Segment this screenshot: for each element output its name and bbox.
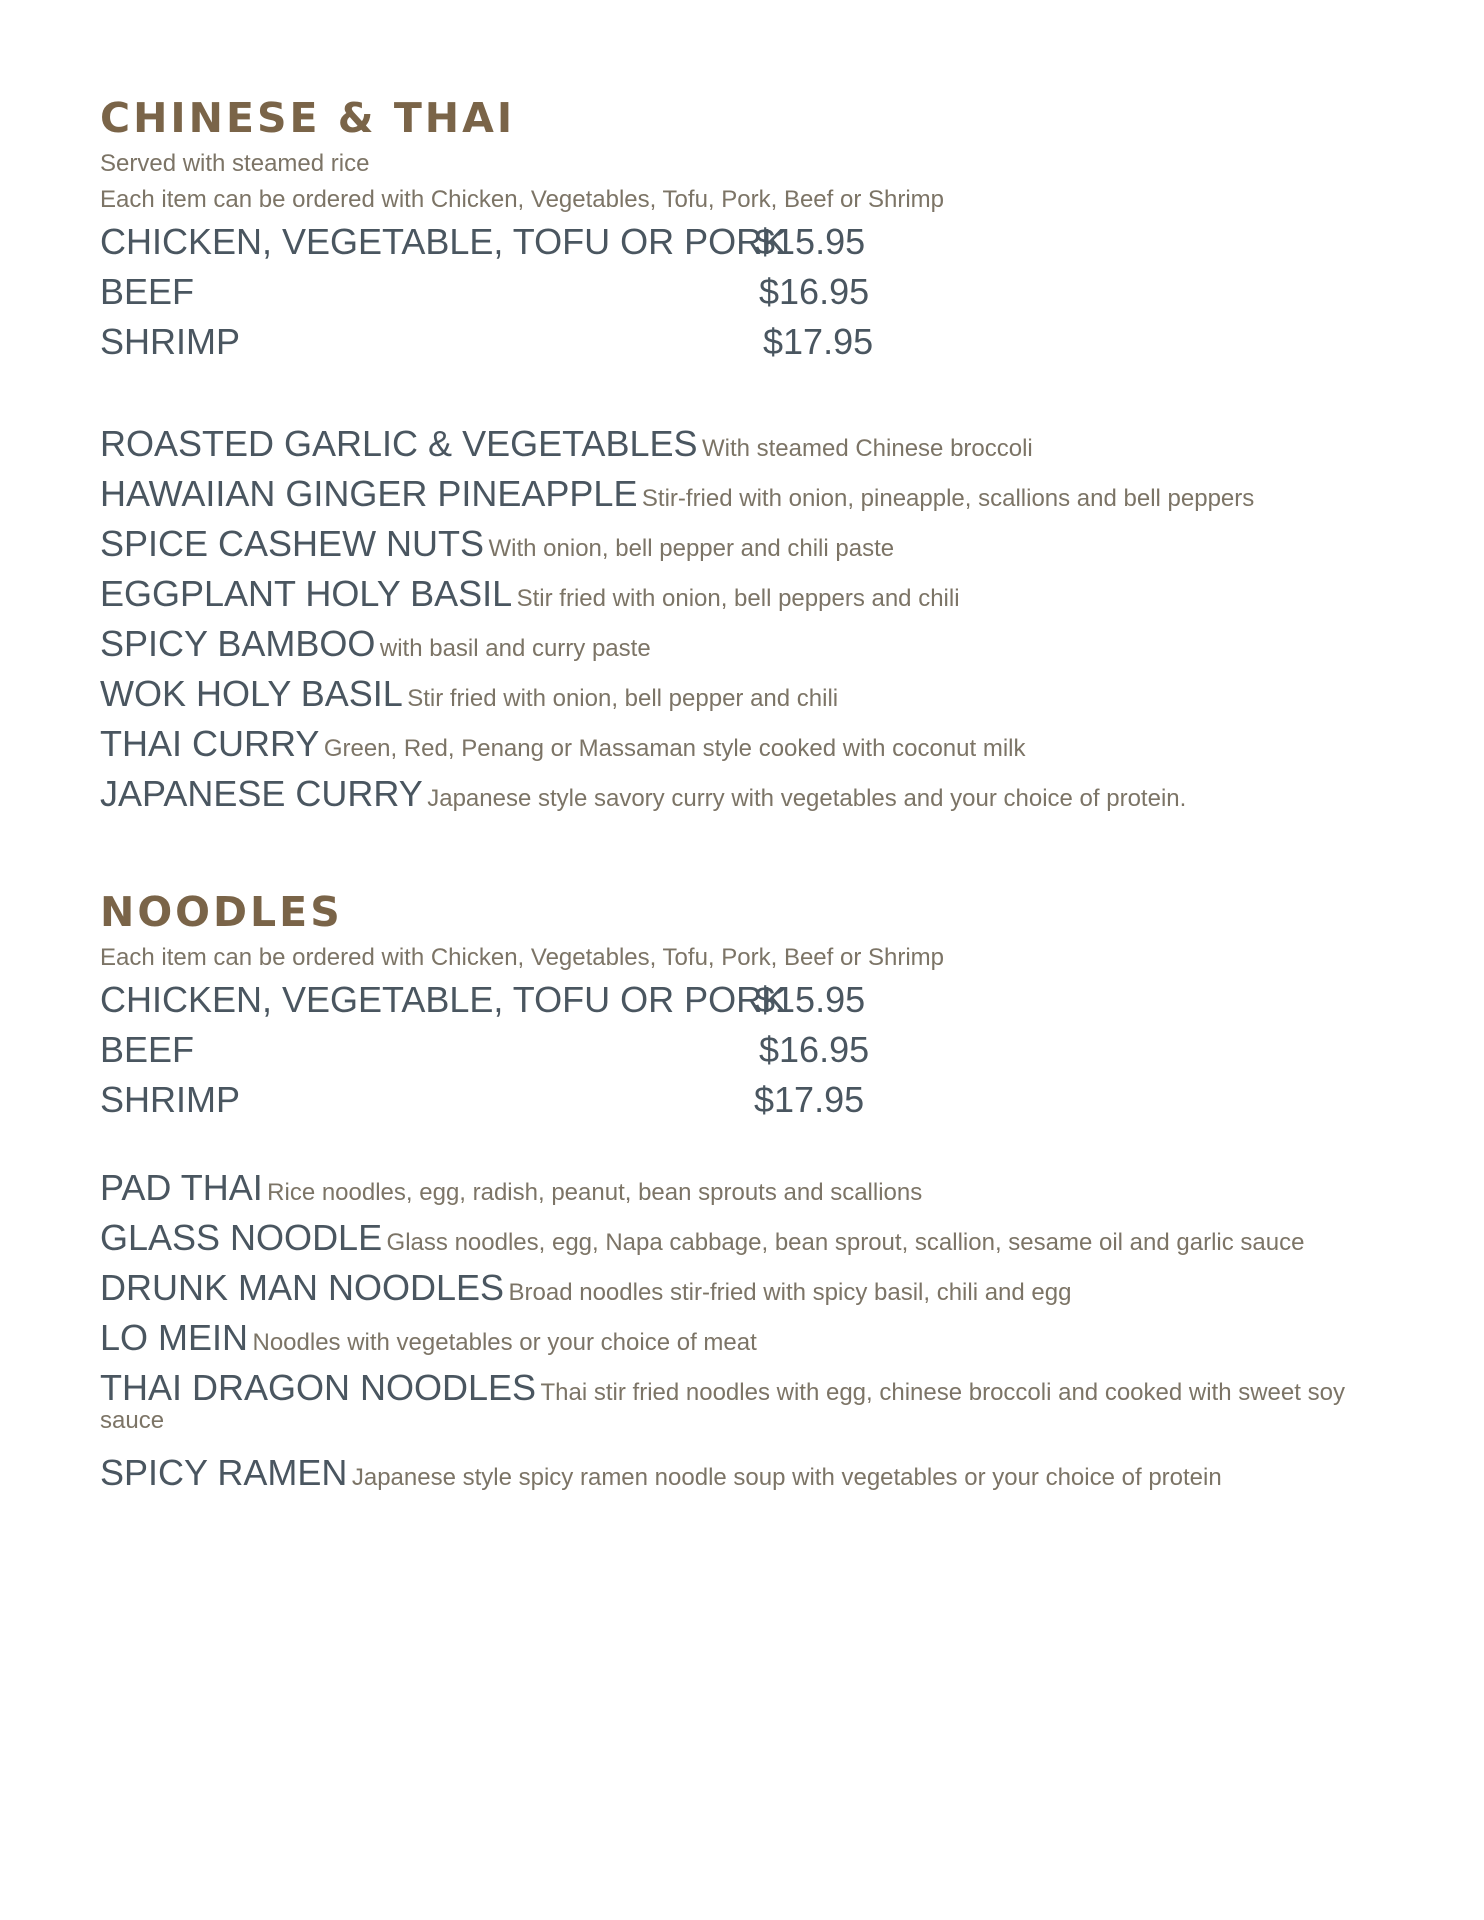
section-title-noodles: NOODLES <box>100 888 343 936</box>
item-name: LO MEIN <box>100 1317 249 1358</box>
price-row-beef <box>100 1029 900 1078</box>
price-row-beef <box>100 271 900 320</box>
item-description: Thai stir fried noodles with egg, chinese broccoli and cooked with sweet soy sauce <box>100 1379 1345 1435</box>
price-label: BEEF <box>100 271 195 312</box>
price-row-shrimp <box>100 1079 900 1128</box>
item-name: SPICY RAMEN <box>100 1452 348 1493</box>
price-label: SHRIMP <box>100 1079 241 1120</box>
item-description: with basil and curry paste <box>379 635 651 662</box>
note-protein-options: Each item can be ordered with Chicken, Vegetables, Tofu, Pork, Beef or Shrimp <box>100 186 945 213</box>
item-description: With steamed Chinese broccoli <box>701 435 1033 462</box>
item-name: SPICY BAMBOO <box>100 623 376 664</box>
menu-item-thai-dragon-noodles <box>100 1368 1360 1435</box>
item-name: GLASS NOODLE <box>100 1217 383 1258</box>
menu-item-wok-holy-basil <box>100 674 1400 714</box>
menu-item-japanese-curry <box>100 774 1400 814</box>
item-name: SPICE CASHEW NUTS <box>100 523 485 564</box>
price-row-chicken-veg-tofu-pork <box>100 979 900 1028</box>
price-value: $16.95 <box>759 271 870 312</box>
price-label: BEEF <box>100 1029 195 1070</box>
item-description: Japanese style savory curry with vegetables and your choice of protein. <box>427 785 1187 812</box>
price-value: $15.95 <box>755 221 866 262</box>
menu-item-glass-noodle <box>100 1218 1400 1258</box>
item-name: THAI CURRY <box>100 723 320 764</box>
item-description: Rice noodles, egg, radish, peanut, bean sprouts and scallions <box>267 1179 923 1206</box>
price-value: $16.95 <box>759 1029 870 1070</box>
menu-item-spicy-ramen <box>100 1453 1400 1493</box>
price-value: $17.95 <box>763 321 874 362</box>
menu-item-lo-mein <box>100 1318 1400 1358</box>
item-description: Japanese style spicy ramen noodle soup with vegetables or your choice of protein <box>351 1464 1222 1491</box>
item-name: THAI DRAGON NOODLES <box>100 1367 537 1408</box>
item-description: Broad noodles stir-fried with spicy basil, chili and egg <box>508 1279 1072 1306</box>
item-name: DRUNK MAN NOODLES <box>100 1267 505 1308</box>
menu-item-spicy-bamboo <box>100 624 1400 664</box>
price-label: CHICKEN, VEGETABLE, TOFU OR PORK <box>100 221 787 262</box>
item-name: ROASTED GARLIC & VEGETABLES <box>100 423 698 464</box>
item-name: HAWAIIAN GINGER PINEAPPLE <box>100 473 638 514</box>
price-label: CHICKEN, VEGETABLE, TOFU OR PORK <box>100 979 787 1020</box>
item-name: WOK HOLY BASIL <box>100 673 403 714</box>
menu-item-thai-curry <box>100 724 1400 764</box>
item-description: Stir-fried with onion, pineapple, scallions and bell peppers <box>641 485 1255 512</box>
menu-item-eggplant-holy-basil <box>100 574 1400 614</box>
item-description: Green, Red, Penang or Massaman style cooked with coconut milk <box>323 735 1026 762</box>
menu-item-hawaiian-ginger-pineapple <box>100 474 1400 514</box>
item-description: With onion, bell pepper and chili paste <box>488 535 895 562</box>
item-name: PAD THAI <box>100 1167 263 1208</box>
item-description: Noodles with vegetables or your choice of meat <box>252 1329 757 1356</box>
item-description: Stir fried with onion, bell pepper and chili <box>407 685 839 712</box>
menu-item-pad-thai <box>100 1168 1400 1208</box>
price-row-chicken-veg-tofu-pork <box>100 221 900 270</box>
price-label: SHRIMP <box>100 321 241 362</box>
item-name: EGGPLANT HOLY BASIL <box>100 573 513 614</box>
price-row-shrimp <box>100 321 900 370</box>
menu-item-roasted-garlic-vegetables <box>100 424 1400 464</box>
menu-item-drunk-man-noodles <box>100 1268 1400 1308</box>
note-protein-options: Each item can be ordered with Chicken, Vegetables, Tofu, Pork, Beef or Shrimp <box>100 944 945 971</box>
section-title-chinese-thai: CHINESE & THAI <box>100 94 516 142</box>
price-value: $15.95 <box>755 979 866 1020</box>
price-value: $17.95 <box>754 1079 865 1120</box>
note-steamed-rice: Served with steamed rice <box>100 150 370 177</box>
item-description: Stir fried with onion, bell peppers and chili <box>516 585 960 612</box>
menu-item-spice-cashew-nuts <box>100 524 1400 564</box>
item-description: Glass noodles, egg, Napa cabbage, bean sprout, scallion, sesame oil and garlic sauce <box>386 1229 1305 1256</box>
item-name: JAPANESE CURRY <box>100 773 423 814</box>
